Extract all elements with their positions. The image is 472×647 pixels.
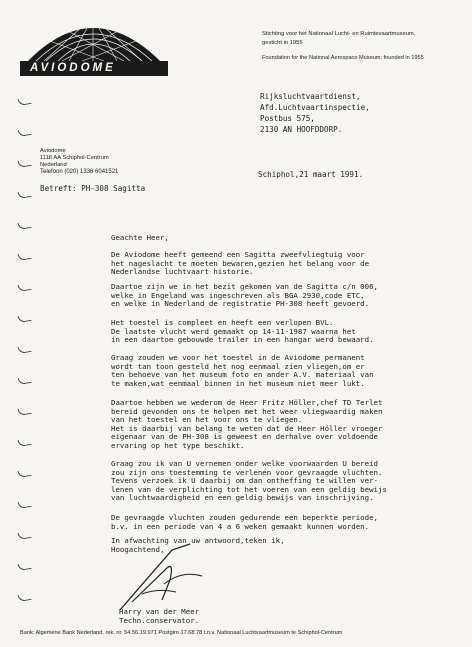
sender-country: Nederland bbox=[40, 162, 67, 168]
paragraph-6: Graag zou ik van U vernemen onder welke voorwaarden U bereid zou zijn ons toestemming te verlenen voor gevraagde vluchten. Tevens verzoek ik U daarbij om dan ontheffing te willen ver- lenen van de verplichting tot het voeren van een geldig bewijs van luchtwaardigheid en een geldig bewijs van inschrijving. bbox=[111, 459, 387, 503]
paragraph-1: De Aviodome heeft gemeend een Sagitta zweefvliegtuig voor het nageslacht te moeten bewaren,gezien het belang voor de Nederlandse luchtvaart historie. bbox=[111, 250, 370, 277]
recipient-line-4: 2130 AN HOOFDDORP. bbox=[260, 125, 343, 134]
bank-footer: Bank: Algemene Bank Nederland, rek. nr. 54.56.19.971 Postgiro 17.68.78 t.n.v. Nationaal Luchtvaartmuseum te Schiphol-Centrum bbox=[20, 630, 343, 636]
signatory: Harry van der Meer Techn.conservator. bbox=[119, 607, 200, 625]
foundation-text-nl-1: Stichting voor het Nationaal Lucht- en Ruimtevaartmuseum, bbox=[262, 31, 416, 37]
paragraph-4: Graag zouden we voor het toestel in de Aviodome permanent wordt tan toon gesteld het nog eenmaal zien vliegen,om er ten behoeve van het museum foto en ander A.V. materiaal van te maken,wat eenmaal binnen in het museum niet meer lukt. bbox=[111, 353, 374, 388]
aviodome-logo bbox=[14, 3, 172, 81]
paragraph-5: Daartoe hebben we wederom de Heer Fritz Höller,chef TD Terlet bereid gevonden ons te helpen met het weer vliegwaardig maken van het toestel en het voor ons te vliegen. Het is daarbij van belang te weten dat de Heer Höller vroeger eigenaar van de PH-308 is geweest en derhalve over voldoende ervaring op het type beschikt. bbox=[111, 398, 383, 450]
paragraph-2: Daartoe zijn we in het bezit gekomen van de Sagitta c/n 006, welke in Engeland was ingeschreven als BGA 2930,code ETC, en welke in Nederland de registratie PH-308 heeft gevoerd. bbox=[111, 282, 378, 309]
logo-wordmark: AVIODOME bbox=[30, 62, 116, 74]
salutation: Geachte Heer, bbox=[111, 233, 169, 242]
recipient-line-1: Rijksluchtvaartdienst, bbox=[260, 92, 361, 101]
place-date: Schiphol,21 maart 1991. bbox=[258, 170, 364, 179]
closing: In afwachting van uw antwoord,teken ik, Hoogachtend, bbox=[111, 536, 285, 554]
sender-name: Aviodome bbox=[40, 148, 66, 154]
recipient-line-3: Postbus 575, bbox=[260, 114, 315, 123]
sender-phone: Telefoon (020) 1336 6041521 bbox=[40, 169, 119, 175]
foundation-text-en: Foundation for the National Aerospace Museum; founded in 1955 bbox=[262, 55, 424, 61]
paragraph-3: Het toestel is compleet en heeft een verlopen BVL. De laatste vlucht werd gemaakt op 14-11-1987 waarna het in een daartoe gebouwde trailer in een hangar werd bewaard. bbox=[111, 318, 374, 345]
paragraph-7: De gevraagde vluchten zouden gedurende een beperkte periode, b.v. in een periode van 4 a 6 weken gemaakt kunnen worden. bbox=[111, 513, 378, 531]
sender-address: 1118 AA Schiphol-Centrum bbox=[40, 155, 109, 161]
foundation-text-nl-2: gesticht in 1955 bbox=[262, 40, 303, 46]
recipient-line-2: Afd.Luchtvaartinspectie, bbox=[260, 103, 370, 112]
handwritten-signature bbox=[112, 540, 252, 615]
subject-line: Betreft: PH-308 Sagitta bbox=[40, 184, 146, 193]
